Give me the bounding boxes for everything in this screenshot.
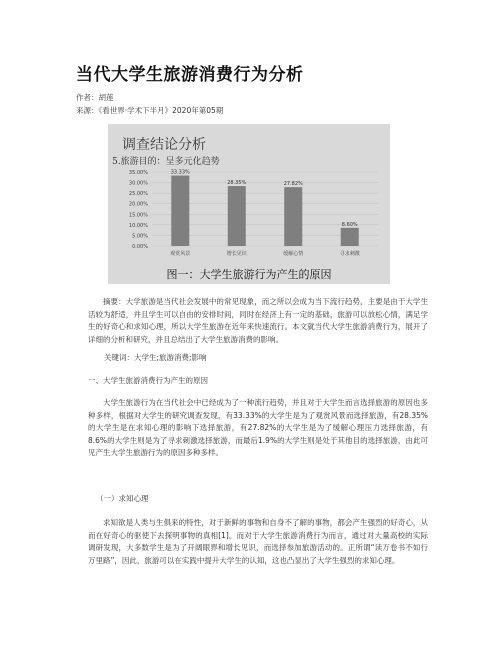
y-tick-label: 35.00%	[128, 170, 148, 176]
bar-value-label: 8.60%	[341, 221, 358, 228]
bar	[284, 187, 302, 246]
x-category-label: 观赏风景	[170, 251, 191, 257]
section-heading-1: 一、大学生旅游消费行为产生的原因	[88, 376, 208, 385]
y-tick-label: 25.00%	[128, 191, 148, 198]
bar-value-label: 28.35%	[227, 180, 247, 187]
bar	[171, 176, 189, 246]
section-heading-2: （一）求知心理	[96, 494, 149, 503]
bar-chart	[108, 164, 390, 264]
y-tick-label: 20.00%	[128, 201, 148, 208]
y-tick-label: 30.00%	[128, 180, 148, 187]
bar	[341, 228, 359, 246]
bar-value-label: 27.82%	[283, 181, 303, 188]
bar	[228, 186, 246, 246]
document-title: 当代大学生旅游消费行为分析	[76, 65, 304, 85]
figure-caption: 图一：大学生旅游行为产生的原因	[166, 268, 332, 281]
keywords-line: 关键词：大学生;旅游消费;影响	[104, 353, 207, 362]
figure-subheading: 5.旅游目的：呈多元化趋势	[112, 157, 220, 167]
author-line: 作者：胡莲	[76, 93, 114, 102]
y-tick-label: 10.00%	[128, 222, 148, 229]
body-paragraph-2: 求知欲是人类与生俱来的特性，对于新鲜的事物和自身不了解的事物，都会产生强烈的好奇心，从而在好奇心的驱使下去探明事物的真相[1]。而对于大学生旅游消费行为而言，通过对大量高校的实际调研发现，大多数学生是为了开阔眼界和增长见识，而选择参加旅游活动的。正所谓“读万卷书不如行万里路”，因此，旅游可以在实践中提升大学生的认知，这也凸显出了大学生强烈的求知心理。	[88, 518, 428, 565]
y-tick-label: 15.00%	[128, 212, 148, 219]
x-category-label: 增长见识	[226, 251, 247, 257]
survey-figure	[108, 124, 390, 284]
y-tick-label: 0.00%	[132, 244, 148, 250]
body-paragraph-1: 大学生旅游行为在当代社会中已经成为了一种流行趋势，并且对于大学生而言选择旅游的原因也多种多样，根据对大学生的研究调查发现，有33.33%的大学生是为了观赏风景而选择旅游，有28.35%的大学生是在求知心理的影响下选择旅游，有27.82%的大学生是为了缓解心理压力选择旅游，有8.6%的大学生则是为了寻求刺激选择旅游，而最后1.9%的大学生则是处于其他目的选择旅游，由此可见产生大学生旅游行为的原因多种多样。	[88, 398, 428, 457]
source-line: 来源：《看世界·学术下半月》2020年第05期	[76, 106, 224, 115]
x-category-label: 寻求刺激	[339, 251, 360, 257]
bar-value-label: 33.33%	[170, 169, 190, 176]
abstract-paragraph: 摘要：大学旅游是当代社会发展中的常见现象，而之所以会成为当下流行趋势，主要是由于大学生活较为舒适，并且学生可以自由的安排时间，同时在经济上有一定的基础，旅游可以放松心情，满足学生的好奇心和求知心理，所以大学生旅游在近年来快速流行。本文就当代大学生旅游消费行为，展开了详细的分析和研究，并且总结出了大学生旅游消费的影响。	[88, 297, 428, 344]
y-tick-label: 5.00%	[132, 233, 148, 240]
x-category-label: 缓解心情	[283, 251, 304, 257]
figure-heading: 调查结论分析	[122, 137, 206, 153]
